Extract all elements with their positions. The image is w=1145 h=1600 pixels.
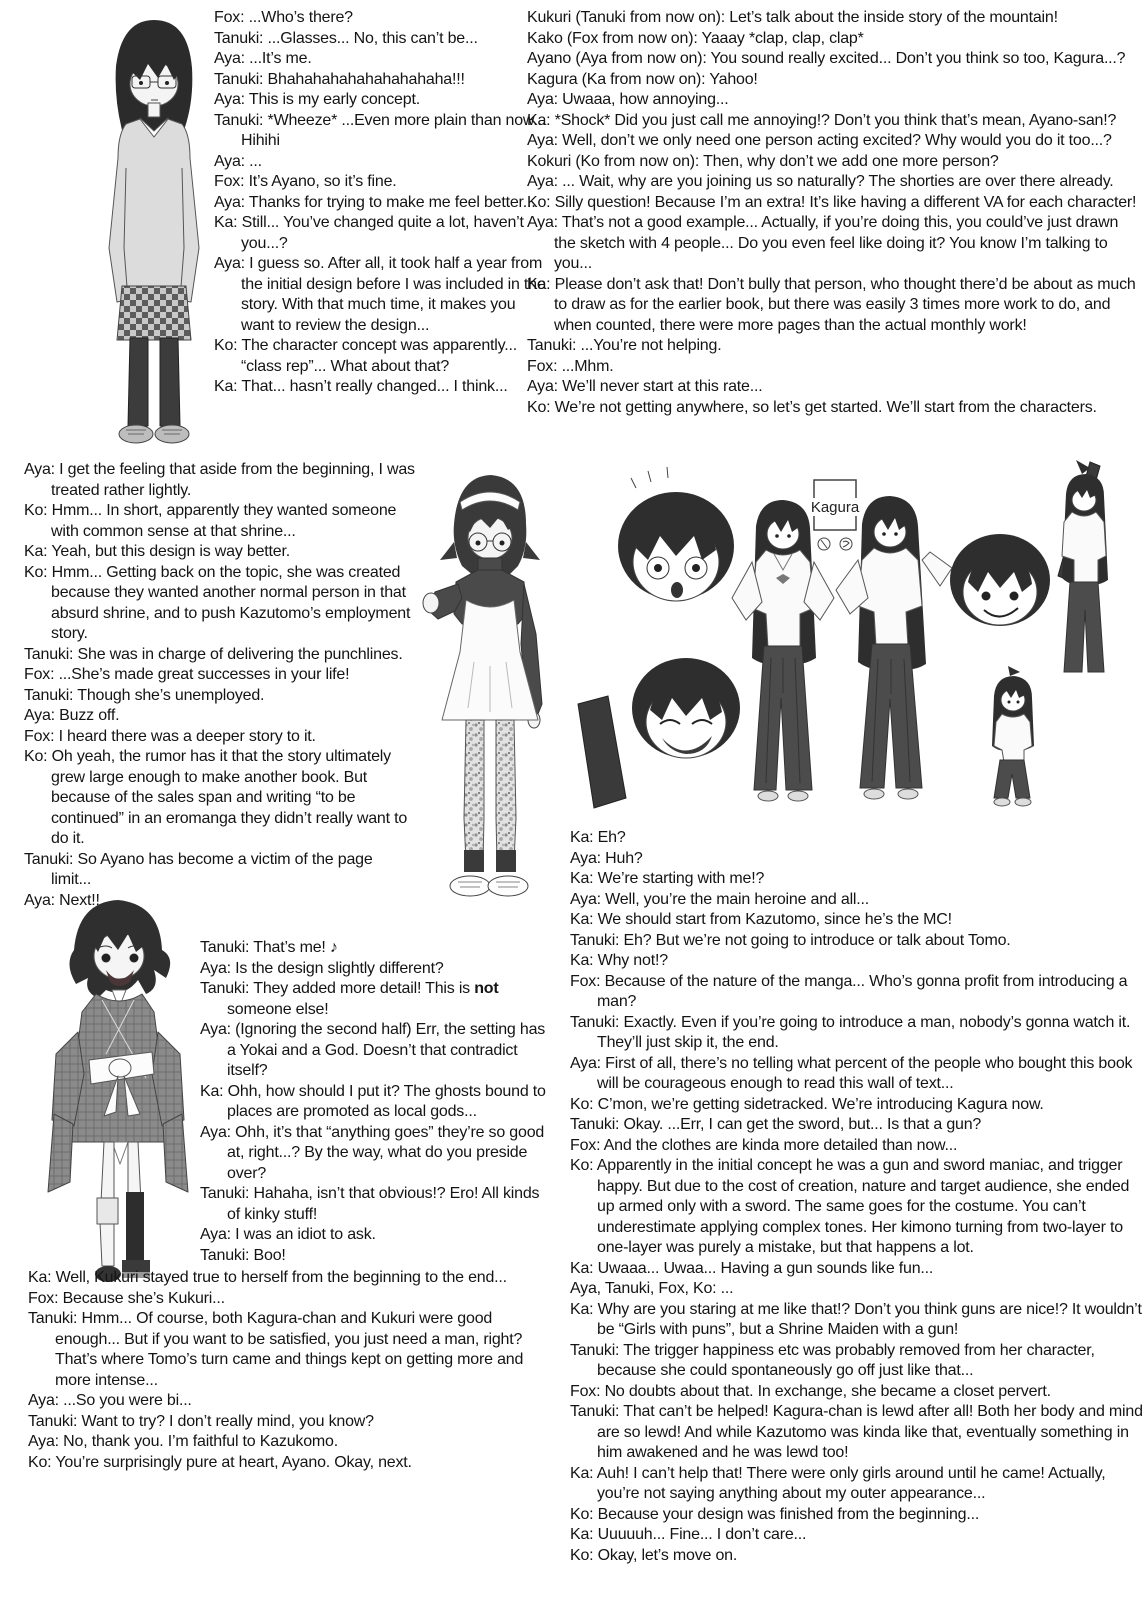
dialogue-line: Fox: No doubts about that. In exchange, she became a closet pervert.: [570, 1382, 1051, 1400]
kagura-face-smile: [950, 534, 1050, 626]
dialogue-line: Tanuki: Hmm... Of course, both Kagura-chan and Kukuri were good enough... But if you want to be satisfied, you just need a man, right? That’s where Tomo’s turn came and things kept on getting more and more intense...: [28, 1310, 524, 1389]
dialogue-line: Tanuki: Exactly. Even if you’re going to introduce a man, nobody’s gonna watch it. They’ll just skip it, the end.: [570, 1013, 1131, 1051]
dialogue-block-top-left: [214, 8, 548, 398]
dialogue-line: Aya: No, thank you. I’m faithful to Kazukomo.: [28, 1433, 338, 1450]
dialogue-line: Fox: It’s Ayano, so it’s fine.: [214, 173, 397, 190]
dialogue-line: Aya: I get the feeling that aside from the beginning, I was treated rather lightly.: [24, 461, 415, 499]
dialogue-line: Ka: Well, Kukuri stayed true to herself from the beginning to the end...: [28, 1269, 507, 1286]
dialogue-line: Ka: Why not!?: [570, 952, 668, 969]
dialogue-line: Aya, Tanuki, Fox, Ko: ...: [570, 1280, 734, 1297]
dialogue-line: Ka: We’re starting with me!?: [570, 870, 765, 887]
dialogue-line: Ka: Please don’t ask that! Don’t bully that person, who thought there’d be about as much to draw as for the earlier book, but there was easily 3 times more work to do, and when counted, there were more pages than the actual monthly work!: [527, 275, 1136, 334]
dialogue-line: Ka: Yeah, but this design is way better.: [24, 543, 290, 560]
dialogue-line: Tanuki: So Ayano has become a victim of the page limit...: [24, 850, 373, 888]
dialogue-line: Ka: Why are you staring at me like that!? Don’t you think guns are nice!? It wouldn’t be “Girls with puns”, but a Shrine Maiden with a gun!: [570, 1300, 1142, 1338]
dialogue-line: Tanuki: Bhahahahahahahahahaha!!!: [214, 70, 465, 88]
dialogue-line: Ka: Auh! I can’t help that! There were only girls around until he came! Actually, you’re not saying anything about my outer appearance...: [570, 1464, 1106, 1502]
dialogue-line: Ko: C’mon, we’re getting sidetracked. We’re introducing Kagura now.: [570, 1095, 1044, 1113]
kagura-sword-prop: [578, 696, 626, 808]
dialogue-line: Tanuki: They added more detail! This is not someone else!: [200, 980, 499, 1018]
dialogue-block-right-column: [570, 828, 1144, 1566]
dialogue-line: Ko: Silly question! Because I’m an extra! It’s like having a different VA for each character!: [527, 193, 1137, 211]
ayano-current-figure: [423, 475, 542, 896]
dialogue-line: Aya: This is my early concept.: [214, 91, 420, 108]
dialogue-line: Ko: We’re not getting anywhere, so let’s get started. We’ll start from the characters.: [527, 398, 1097, 416]
dialogue-line: Ko: You’re surprisingly pure at heart, Ayano. Okay, next.: [28, 1453, 412, 1471]
ayano-early-figure: [109, 20, 199, 443]
kagura-figure-sword: [1058, 460, 1108, 672]
dialogue-line: Tanuki: The trigger happiness etc was probably removed from her character, because she could spontaneously go off just like that...: [570, 1341, 1095, 1379]
dialogue-line: Aya: Well, you’re the main heroine and all...: [570, 890, 870, 908]
dialogue-line: Fox: Because she’s Kukuri...: [28, 1289, 225, 1307]
dialogue-line: Ko: Okay, let’s move on.: [570, 1546, 738, 1564]
illustration-kagura-character-sheet: [576, 458, 1144, 810]
kagura-figure-variant: [836, 496, 952, 799]
dialogue-line: Ka: Uuuuuh... Fine... I don’t care...: [570, 1526, 807, 1543]
kukuri-figure: [48, 900, 188, 1282]
dialogue-line: Tanuki: Hahaha, isn’t that obvious!? Ero! All kinds of kinky stuff!: [200, 1185, 540, 1223]
kagura-figure-small: [992, 666, 1034, 806]
dialogue-line: Ko: Oh yeah, the rumor has it that the story ultimately grew large enough to make another book. But because of the sales span and writing “to be continued” in an eromanga they didn’t really want to do it.: [24, 748, 408, 847]
dialogue-line: Fox: ...Who’s there?: [214, 9, 353, 26]
dialogue-line: Tanuki: ...Glasses... No, this can’t be...: [214, 29, 478, 47]
dialogue-line: Tanuki: Okay. ...Err, I can get the sword, but... Is that a gun?: [570, 1116, 982, 1133]
dialogue-line: Ko: Because your design was finished from the beginning...: [570, 1505, 980, 1523]
dialogue-line: Aya: Thanks for trying to make me feel better...: [214, 193, 536, 211]
dialogue-line: Tanuki: ...You’re not helping.: [527, 337, 722, 354]
dialogue-line: Aya: ... Wait, why are you joining us so naturally? The shorties are over there already.: [527, 173, 1114, 190]
dialogue-line: Aya: Huh?: [570, 849, 643, 867]
dialogue-block-bottom-left-beside: [200, 938, 548, 1266]
dialogue-line: Ko: Apparently in the initial concept he was a gun and sword maniac, and trigger happy. But due to the cost of creation, nature and target audience, she ended up armed only with a sword. The same goes for the costume. You can’t underestimate applying complex tones. Her kimono turning from two-layer to one-layer was purely a mistake, but that happens a lot.: [570, 1157, 1130, 1256]
dialogue-line: Tanuki: That can’t be helped! Kagura-chan is lewd after all! Both her body and mind are so lewd! And while Kazutomo was kinda like that, eventually something in him awakened and he was lewd too!: [570, 1403, 1143, 1461]
dialogue-line: Ko: Hmm... Getting back on the topic, she was created because they wanted another normal person in that absurd shrine, and to push Kazutomo’s employment story.: [24, 563, 411, 642]
dialogue-line: Ka: We should start from Kazutomo, since he’s the MC!: [570, 911, 952, 928]
dialogue-line: Kako (Fox from now on): Yaaay *clap, clap, clap*: [527, 29, 864, 47]
dialogue-line: Aya: That’s not a good example... Actually, if you’re doing this, you could’ve just drawn the sketch with 4 people... Do you even feel like doing it? You know I’m talking to you...: [527, 214, 1119, 272]
dialogue-line: Ka: That... hasn’t really changed... I think...: [214, 378, 508, 395]
dialogue-line: Ka: Still... You’ve changed quite a lot, haven’t you...?: [214, 214, 524, 252]
dialogue-line: Ko: Hmm... In short, apparently they wanted someone with common sense at that shrine...: [24, 502, 397, 540]
kagura-label-box: [804, 480, 866, 550]
dialogue-line: Fox: And the clothes are kinda more detailed than now...: [570, 1136, 958, 1154]
dialogue-line: Ka: Uwaaa... Uwaa... Having a gun sounds like fun...: [570, 1259, 934, 1277]
dialogue-line: Tanuki: Though she’s unemployed.: [24, 686, 265, 704]
dialogue-line: Aya: Uwaaa, how annoying...: [527, 91, 729, 108]
dialogue-line: Tanuki: Eh? But we’re not going to introduce or talk about Tomo.: [570, 931, 1011, 949]
illustration-ayano-current-design: [404, 462, 570, 906]
dialogue-line: Aya: Next!!: [24, 891, 100, 909]
dialogue-line: Fox: I heard there was a deeper story to it.: [24, 727, 316, 745]
dialogue-line: Tanuki: Boo!: [200, 1246, 286, 1264]
dialogue-line: Aya: ...So you were bi...: [28, 1392, 192, 1409]
dialogue-line: Kukuri (Tanuki from now on): Let’s talk about the inside story of the mountain!: [527, 9, 1058, 26]
dialogue-line: Aya: ...: [214, 152, 262, 170]
dialogue-line: Ayano (Aya from now on): You sound really excited... Don’t you think so too, Kagura...?: [527, 50, 1126, 67]
kagura-label: Kagura: [810, 499, 860, 516]
dialogue-line: Fox: ...She’s made great successes in your life!: [24, 666, 350, 683]
dialogue-line: Aya: We’ll never start at this rate...: [527, 378, 763, 395]
illustration-kukuri: [34, 892, 202, 1292]
dialogue-line: Aya: I was an idiot to ask.: [200, 1226, 376, 1243]
dialogue-line: Fox: Because of the nature of the manga... Who’s gonna profit from introducing a man?: [570, 972, 1128, 1010]
dialogue-line: Ka: Eh?: [570, 829, 626, 846]
dialogue-line: Aya: First of all, there’s no telling what percent of the people who bought this book will be courageous enough to read this wall of text...: [570, 1054, 1133, 1092]
kagura-face-shocked: [618, 467, 734, 601]
dialogue-line: Fox: ...Mhm.: [527, 357, 614, 375]
dialogue-line: Aya: (Ignoring the second half) Err, the setting has a Yokai and a God. Doesn’t that contradict itself?: [200, 1021, 546, 1079]
dialogue-line: Ka: Ohh, how should I put it? The ghosts bound to places are promoted as local gods...: [200, 1082, 546, 1120]
dialogue-block-mid-left: [24, 460, 416, 911]
dialogue-line: Tanuki: That’s me! ♪: [200, 939, 338, 956]
dialogue-line: Aya: I guess so. After all, it took half a year from the initial design before I was included in the story. With that much time, it makes you want to review the design...: [214, 255, 546, 334]
dialogue-line: Tanuki: Want to try? I don’t really mind, you know?: [28, 1412, 374, 1430]
dialogue-line: Ko: The character concept was apparently... “class rep”... What about that?: [214, 337, 517, 375]
illustration-ayano-early-concept: [88, 6, 218, 448]
dialogue-line: Aya: Ohh, it’s that “anything goes” they’re so good at, right...? By the way, what do you preside over?: [200, 1123, 545, 1182]
dialogue-line: Aya: Well, don’t we only need one person acting excited? Why would you do it too...?: [527, 132, 1112, 149]
dialogue-block-top-right: [527, 8, 1143, 418]
dialogue-line: Aya: ...It’s me.: [214, 50, 312, 67]
dialogue-line: Kagura (Ka from now on): Yahoo!: [527, 70, 758, 88]
dialogue-line: Aya: Buzz off.: [24, 707, 120, 724]
dialogue-line: Tanuki: She was in charge of delivering the punchlines.: [24, 645, 403, 663]
kagura-face-grin: [632, 658, 740, 758]
dialogue-line: Kokuri (Ko from now on): Then, why don’t we add one more person?: [527, 152, 999, 170]
dialogue-line: Tanuki: *Wheeze* ...Even more plain than now... Hihihi: [214, 111, 547, 149]
dialogue-line: Aya: Is the design slightly different?: [200, 959, 444, 977]
dialogue-line: Ka: *Shock* Did you just call me annoying!? Don’t you think that’s mean, Ayano-san!?: [527, 111, 1117, 129]
dialogue-block-bottom-left-full: [28, 1268, 543, 1473]
